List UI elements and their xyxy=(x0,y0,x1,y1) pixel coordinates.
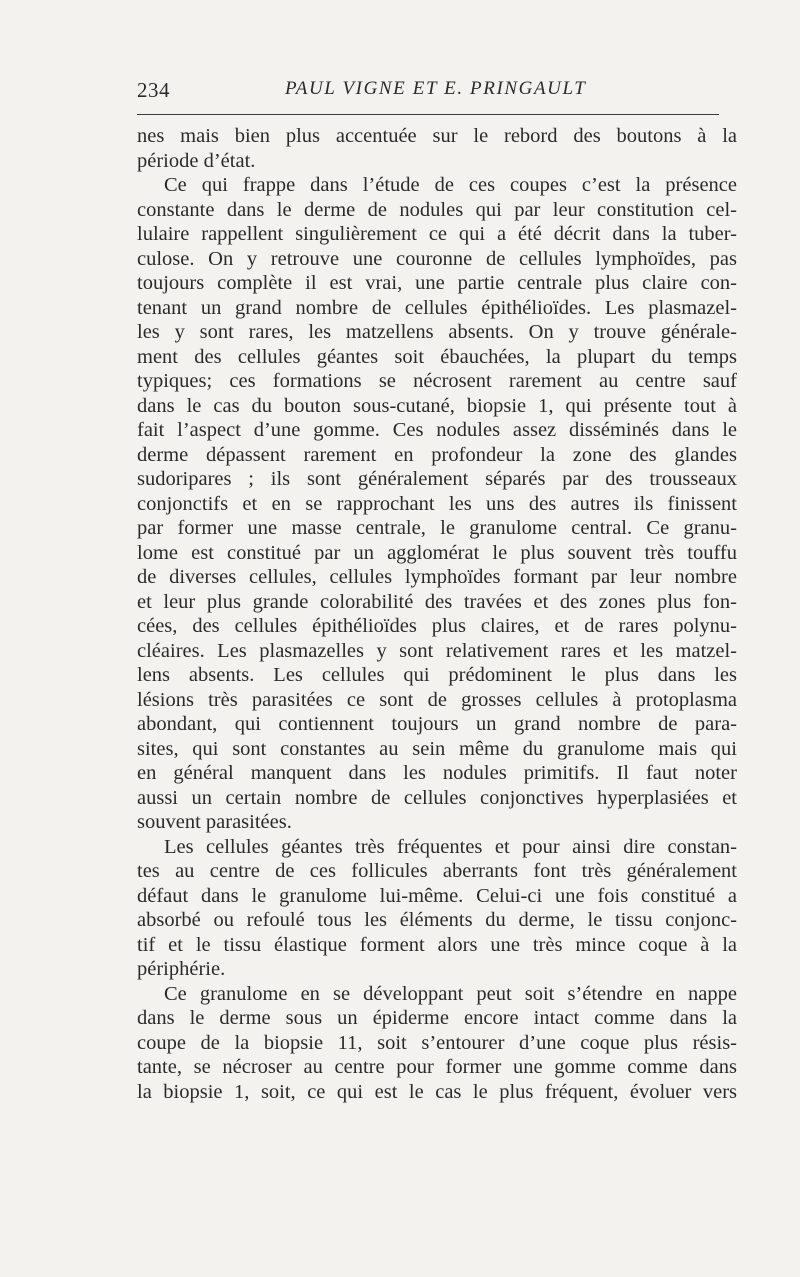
text-line: et leur plus grande colorabilité des travées et des zones plus fon- xyxy=(137,590,737,613)
text-line: période d’état. xyxy=(137,149,256,172)
text-line: coupe de la biopsie 11, soit s’entourer d’une coque plus résis- xyxy=(137,1031,737,1054)
text-line: périphérie. xyxy=(137,958,226,980)
text-line: tante, se nécroser au centre pour former une gomme comme dans xyxy=(137,1056,737,1078)
text-line: ment des cellules géantes soit ébauchées, la plupart du temps xyxy=(137,345,737,368)
text-line: tes au centre de ces follicules aberrants font très généralement xyxy=(137,860,737,882)
text-line: Ce granulome en se développant peut soit s’étendre en nappe xyxy=(164,982,737,1005)
text-line: en général manquent dans les nodules primitifs. Il faut noter xyxy=(137,762,737,784)
body-text xyxy=(137,124,737,1104)
text-line: tif et le tissu élastique forment alors une très mince coque à la xyxy=(137,933,737,956)
text-line: les y sont rares, les matzellens absents. On y trouve générale- xyxy=(137,321,737,343)
text-line: typiques; ces formations se nécrosent rarement au centre sauf xyxy=(137,370,737,392)
text-line: sites, qui sont constantes au sein même du granulome mais qui xyxy=(137,737,737,760)
text-line: cléaires. Les plasmazelles y sont relativement rares et les matzel- xyxy=(137,639,737,662)
text-line: Les cellules géantes très fréquentes et pour ainsi dire constan- xyxy=(164,835,737,858)
text-line: abondant, qui contiennent toujours un grand nombre de para- xyxy=(137,713,737,735)
text-line: lome est constitué par un agglomérat le plus souvent très touffu xyxy=(137,541,737,564)
text-line: lens absents. Les cellules qui prédominent le plus dans les xyxy=(137,664,737,686)
text-line: lésions très parasitées ce sont de grosses cellules à protoplasma xyxy=(137,688,737,711)
text-line: aussi un certain nombre de cellules conjonctives hyperplasiées et xyxy=(137,786,737,809)
text-line: dans le derme sous un épiderme encore intact comme dans la xyxy=(137,1007,737,1029)
text-line: cées, des cellules épithélioïdes plus claires, et de rares polynu- xyxy=(137,615,737,637)
text-line: sudoripares ; ils sont généralement séparés par des trousseaux xyxy=(137,468,737,490)
header-rule xyxy=(137,114,719,115)
page-number: 234 xyxy=(137,78,170,102)
text-line: conjonctifs et en se rapprochant les uns des autres ils finissent xyxy=(137,492,737,515)
text-line: absorbé ou refoulé tous les éléments du derme, le tissu conjonc- xyxy=(137,909,737,931)
text-line: constante dans le derme de nodules qui par leur constitution cel- xyxy=(137,198,737,221)
text-line: la biopsie 1, soit, ce qui est le cas le plus fréquent, évoluer vers xyxy=(137,1080,737,1103)
text-line: dans le cas du bouton sous-cutané, biopsie 1, qui présente tout à xyxy=(137,394,737,417)
text-line: défaut dans le granulome lui-même. Celui-ci une fois constitué a xyxy=(137,884,737,907)
page-header xyxy=(137,78,737,106)
text-line: derme dépassent rarement en profondeur la zone des glandes xyxy=(137,443,737,466)
text-line: Ce qui frappe dans l’étude de ces coupes c’est la présence xyxy=(164,174,737,196)
running-head: PAUL VIGNE ET E. PRINGAULT xyxy=(285,78,587,99)
text-line: par former une masse centrale, le granulome central. Ce granu- xyxy=(137,517,737,539)
text-line: nes mais bien plus accentuée sur le rebord des boutons à la xyxy=(137,125,737,147)
text-line: fait l’aspect d’une gomme. Ces nodules assez disséminés dans le xyxy=(137,419,737,441)
text-line: tenant un grand nombre de cellules épithélioïdes. Les plasmazel- xyxy=(137,296,737,319)
text-line: toujours complète il est vrai, une partie centrale plus claire con- xyxy=(137,272,737,294)
text-line: souvent parasitées. xyxy=(137,811,292,833)
text-line: culose. On y retrouve une couronne de cellules lymphoïdes, pas xyxy=(137,247,737,270)
text-line: lulaire rappellent singulièrement ce qui a été décrit dans la tuber- xyxy=(137,223,737,245)
text-line: de diverses cellules, cellules lymphoïdes formant par leur nombre xyxy=(137,566,737,588)
